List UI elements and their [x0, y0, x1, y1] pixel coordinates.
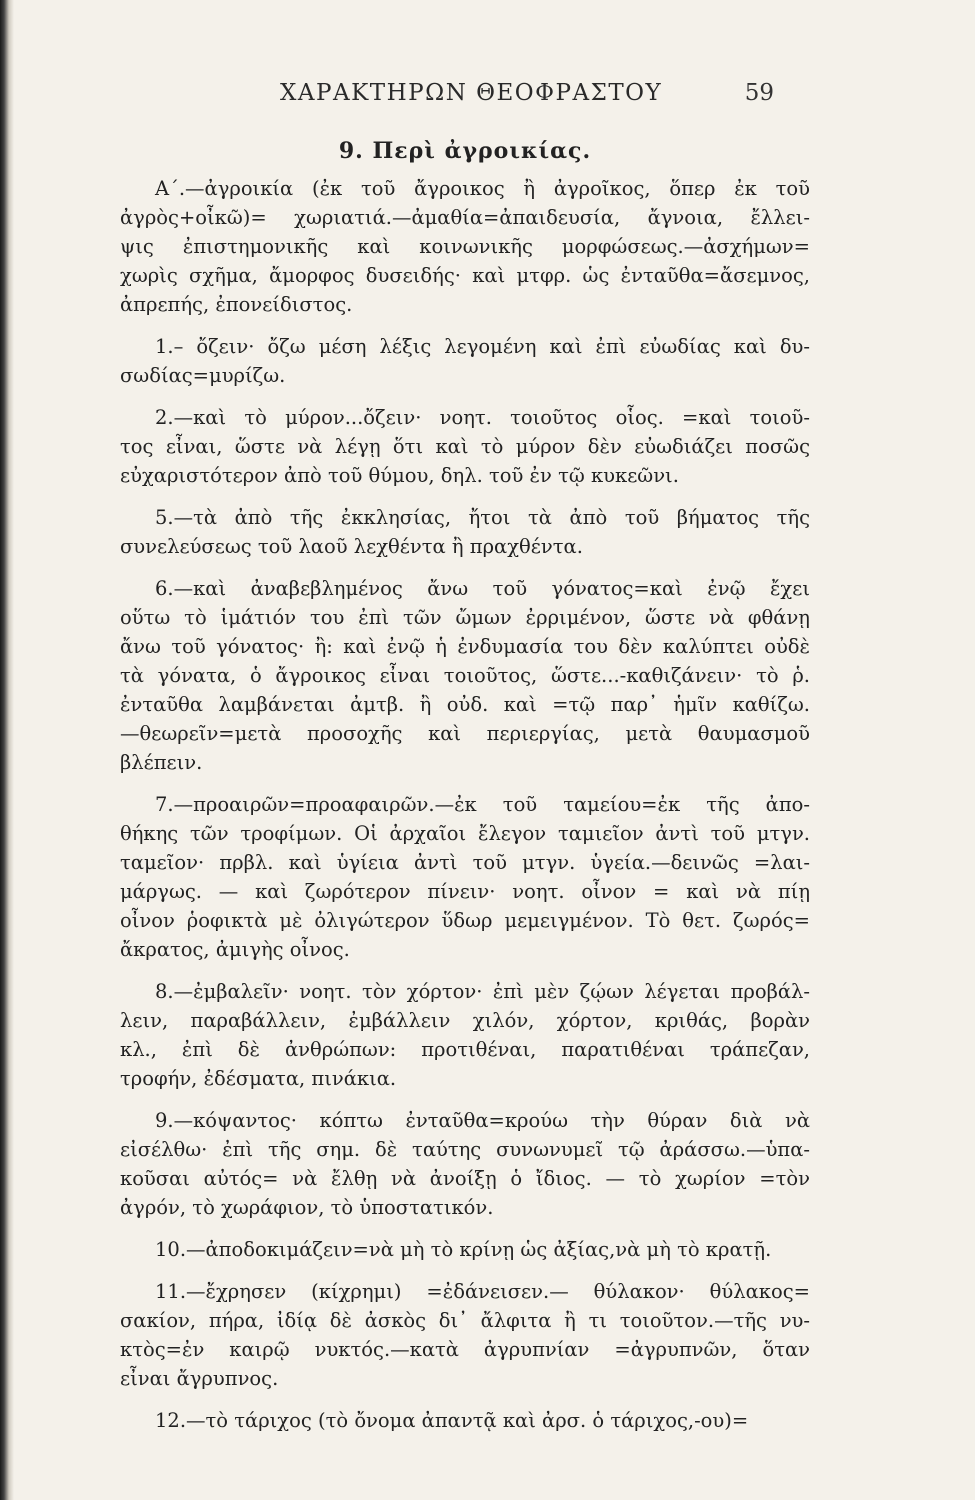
text-line: ἄκρατος, ἀμιγὴς οἶνος.	[120, 938, 350, 961]
section-heading: 9. Περὶ ἀγροικίας.	[338, 138, 592, 164]
commentary-paragraph	[120, 574, 810, 777]
text-line: κοῦσαι αὐτός= νὰ ἔλθῃ νὰ ἀνοίξῃ ὁ ἴδιος. — τὸ χωρίον =τὸν	[120, 1167, 810, 1190]
text-line: εἶναι ἄγρυπνος.	[120, 1367, 279, 1390]
text-line: συνελεύσεως τοῦ λαοῦ λεχθέντα ἢ πραχθέντα.	[120, 535, 583, 558]
commentary-paragraph	[120, 403, 810, 490]
text-line: σωδίας=μυρίζω.	[120, 364, 286, 387]
text-line: χωρὶς σχῆμα, ἄμορφος δυσειδής· καὶ μτφρ. ὡς ἐνταῦθα=ἄσεμνος,	[120, 264, 810, 287]
commentary-paragraph	[120, 1235, 810, 1264]
page-number: 59	[744, 80, 774, 106]
running-title: ΧΑΡΑΚΤΗΡΩΝ ΘΕΟΦΡΑΣΤΟΥ	[280, 80, 663, 106]
text-line: εἰσέλθω· ἐπὶ τῆς σημ. δὲ ταύτης συνωνυμεῖ τῷ ἀράσσω.—ὑπα-	[120, 1138, 810, 1161]
commentary-paragraph	[120, 1277, 810, 1393]
text-line: ἀπρεπής, ἐπονείδιστος.	[120, 293, 353, 316]
text-line: 10.—ἀποδοκιμάζειν=νὰ μὴ τὸ κρίνῃ ὡς ἀξίας,νὰ μὴ τὸ κρατῇ.	[155, 1238, 772, 1261]
text-line: —θεωρεῖν=μετὰ προσοχῆς καὶ περιεργίας, μετὰ θαυμασμοῦ	[120, 722, 810, 745]
commentary-paragraph	[120, 503, 810, 561]
text-line: θήκης τῶν τροφίμων. Οἱ ἀρχαῖοι ἔλεγον ταμιεῖον ἀντὶ τοῦ μτγν.	[120, 822, 810, 845]
text-line: τροφήν, ἐδέσματα, πινάκια.	[120, 1067, 397, 1090]
commentary-paragraph	[120, 1106, 810, 1222]
commentary-paragraph	[120, 332, 810, 390]
text-line: βλέπειν.	[120, 751, 203, 774]
text-line: 9.—κόψαντος· κόπτω ἐνταῦθα=κρούω τὴν θύραν διὰ νὰ	[155, 1109, 810, 1132]
text-line: 1.– ὄζειν· ὄζω μέση λέξις λεγομένη καὶ ἐπὶ εὐωδίας καὶ δυ-	[155, 335, 810, 358]
commentary-body	[120, 174, 810, 1435]
text-line: 6.—καὶ ἀναβεβλημένος ἄνω τοῦ γόνατος=καὶ ἐνῷ ἔχει	[155, 577, 810, 600]
text-line: ἐνταῦθα λαμβάνεται ἀμτβ. ἢ οὐδ. καὶ =τῷ παρ᾽ ἡμῖν καθίζω.	[120, 693, 810, 716]
commentary-paragraph	[120, 174, 810, 319]
commentary-paragraph	[120, 977, 810, 1093]
text-line: κλ., ἐπὶ δὲ ἀνθρώπων: προτιθέναι, παρατιθέναι τράπεζαν,	[120, 1038, 810, 1061]
book-page	[120, 78, 810, 1448]
commentary-paragraph	[120, 1406, 810, 1435]
commentary-paragraph	[120, 790, 810, 964]
text-line: τὰ γόνατα, ὁ ἄγροικος εἶναι τοιοῦτος, ὥστε...-καθιζάνειν· τὸ ῥ.	[120, 664, 810, 687]
text-line: οἶνον ῥοφικτὰ μὲ ὀλιγώτερον ὕδωρ μεμειγμένον. Τὸ θετ. ζωρός=	[120, 909, 810, 932]
text-line: 11.—ἔχρησεν (κίχρημι) =ἐδάνεισεν.— θύλακον· θύλακος=	[155, 1280, 810, 1303]
text-line: ἀγρὸς+οἶκῶ)= χωριατιά.—ἀμαθία=ἀπαιδευσία, ἄγνοια, ἔλλει-	[120, 206, 810, 229]
running-head	[120, 78, 810, 120]
text-line: ἀγρόν, τὸ χωράφιον, τὸ ὑποστατικόν.	[120, 1196, 494, 1219]
text-line: οὕτω τὸ ἱμάτιόν του ἐπὶ τῶν ὤμων ἐρριμένον, ὥστε νὰ φθάνῃ	[120, 606, 810, 629]
text-line: 12.—τὸ τάριχος (τὸ ὄνομα ἀπαντᾷ καὶ ἀρσ. ὁ τάριχος,-ου)=	[155, 1409, 749, 1432]
text-line: ψις ἐπιστημονικῆς καὶ κοινωνικῆς μορφώσεως.—ἀσχήμων=	[120, 235, 810, 258]
text-line: τος εἶναι, ὥστε νὰ λέγῃ ὅτι καὶ τὸ μύρον δὲν εὐωδιάζει ποσῶς	[120, 435, 810, 458]
text-line: μάργως. — καὶ ζωρότερον πίνειν· νοητ. οἶνον = καὶ νὰ πίῃ	[120, 880, 810, 903]
binding-edge	[0, 0, 14, 1500]
text-line: ἄνω τοῦ γόνατος· ἢ: καὶ ἐνῷ ἡ ἐνδυμασία του δὲν καλύπτει οὐδὲ	[120, 635, 810, 658]
text-line: 7.—προαιρῶν=προαφαιρῶν.—ἐκ τοῦ ταμείου=ἐκ τῆς ἀπο-	[155, 793, 810, 816]
text-line: λειν, παραβάλλειν, ἐμβάλλειν χιλόν, χόρτον, κριθάς, βορὰν	[120, 1009, 810, 1032]
text-line: 5.—τὰ ἀπὸ τῆς ἐκκλησίας, ἤτοι τὰ ἀπὸ τοῦ βήματος τῆς	[155, 506, 810, 529]
text-line: 2.—καὶ τὸ μύρον...ὄζειν· νοητ. τοιοῦτος οἷος. =καὶ τοιοῦ-	[155, 406, 810, 429]
text-line: σακίον, πήρα, ἰδίᾳ δὲ ἀσκὸς δι᾽ ἄλφιτα ἢ τι τοιοῦτον.—τῆς νυ-	[120, 1309, 810, 1332]
text-line: εὐχαριστότερον ἀπὸ τοῦ θύμου, δηλ. τοῦ ἐν τῷ κυκεῶνι.	[120, 464, 679, 487]
text-line: ταμεῖον· πρβλ. καὶ ὑγίεια ἀντὶ τοῦ μτγν. ὑγεία.—δεινῶς =λαι-	[120, 851, 810, 874]
text-line: κτὸς=ἐν καιρῷ νυκτός.—κατὰ ἀγρυπνίαν =ἀγρυπνῶν, ὅταν	[120, 1338, 810, 1361]
text-line: 8.—ἐμβαλεῖν· νοητ. τὸν χόρτον· ἐπὶ μὲν ζῴων λέγεται προβάλ-	[155, 980, 810, 1003]
text-line: Α΄.—ἀγροικία (ἐκ τοῦ ἄγροικος ἢ ἀγροῖκος, ὅπερ ἐκ τοῦ	[155, 177, 810, 200]
